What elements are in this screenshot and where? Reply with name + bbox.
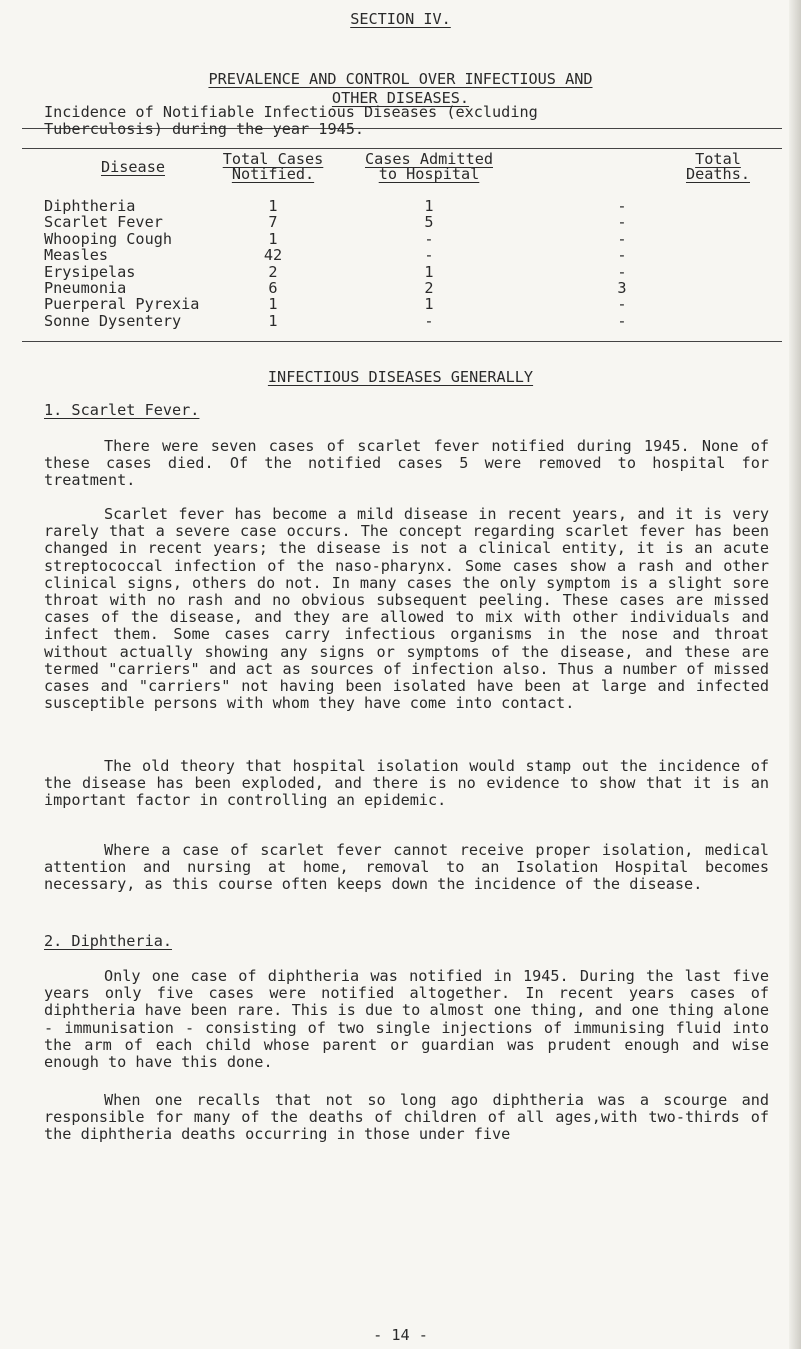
- cell-admitted: 2: [424, 279, 434, 298]
- section-subtitle-line2: OTHER DISEASES.: [331, 89, 470, 107]
- general-heading: INFECTIOUS DISEASES GENERALLY: [267, 368, 534, 386]
- col-header-admitted-line1: Cases Admitted: [364, 150, 493, 168]
- col-header-deaths: [670, 152, 766, 182]
- scarlet-p2-text: Scarlet fever has become a mild disease in recent years, and it is very rarely that a severe case occurs. The concept regarding scarlet fever has been changed in recent years; the disease is not a clinical entity, it is an acute streptococcal infection of the naso-pharynx. Some cases show a rash and other clinical signs, others do not. In many cases the only symptom is a slight sore throat with no rash and no obvious subsequent peeling. These cases are missed cases of the disease, and they are allowed to mix with other individuals and infect them. Some cases carry infectious organisms in the nose and throat without actually showing any signs or symptoms of the disease, and these are termed "carriers" and act as sources of infection also. Thus a number of missed cases and "carriers" not having been isolated have been at large and infected susceptible persons with whom they have come into contact.: [44, 505, 769, 713]
- scarlet-paragraph-4: [44, 842, 769, 894]
- cell-disease: Sonne Dysentery: [44, 311, 182, 330]
- cell-disease: Pneumonia: [44, 279, 127, 298]
- scarlet-paragraph-3: [44, 758, 769, 810]
- cell-admitted: 1: [424, 197, 434, 215]
- section-title: SECTION IV.: [350, 10, 451, 28]
- cell-admitted: -: [424, 246, 434, 265]
- cell-notified: 42: [263, 246, 283, 265]
- table-row: [44, 280, 670, 296]
- diphtheria-paragraph-1: [44, 968, 769, 1071]
- col-header-deaths-line2: Deaths.: [685, 165, 750, 183]
- cell-deaths: -: [617, 262, 627, 281]
- cell-admitted: 1: [424, 295, 434, 314]
- col-header-notified-line1: Total Cases: [222, 150, 324, 168]
- cell-deaths: -: [617, 229, 627, 248]
- scarlet-heading: 1. Scarlet Fever.: [44, 401, 200, 419]
- divider-rule-table-bottom: [22, 341, 782, 342]
- incidence-intro-line2: Tuberculosis) during the year 1945.: [44, 120, 365, 138]
- cell-deaths: 3: [617, 279, 627, 298]
- cell-deaths: -: [617, 295, 627, 314]
- section-subtitle-line1: PREVALENCE AND CONTROL OVER INFECTIOUS AND: [208, 70, 593, 88]
- col-header-notified: [222, 152, 324, 182]
- cell-notified: 6: [268, 279, 278, 298]
- cell-notified: 2: [268, 262, 278, 281]
- cell-disease: Diphtheria: [44, 197, 136, 215]
- cell-admitted: 1: [424, 262, 434, 281]
- cell-deaths: -: [617, 246, 627, 265]
- table-row: [44, 296, 670, 312]
- cell-disease: Scarlet Fever: [44, 213, 163, 232]
- cell-disease: Erysipelas: [44, 262, 136, 281]
- cell-admitted: 5: [424, 213, 434, 232]
- diphtheria-p2-text: When one recalls that not so long ago diphtheria was a scourge and responsible for many of the deaths of children of all ages,with two-thirds of the diphtheria deaths occurring in those under five: [44, 1091, 769, 1144]
- scarlet-p4-text: Where a case of scarlet fever cannot receive proper isolation, medical attention and nursing at home, removal to an Isolation Hospital becomes necessary, as this course often keeps down the incidence of the disease.: [44, 841, 769, 894]
- scarlet-paragraph-2: [44, 506, 769, 712]
- table-row: [44, 247, 670, 263]
- scarlet-p3-text: The old theory that hospital isolation would stamp out the incidence of the disease has been exploded, and there is no evidence to show that it is an important factor in controlling an epidemic.: [44, 757, 769, 810]
- col-header-disease: Disease: [100, 158, 165, 176]
- table-row: [44, 264, 670, 280]
- cell-admitted: -: [424, 229, 434, 248]
- cell-notified: 1: [268, 311, 278, 330]
- page-edge-shadow: [789, 0, 801, 1349]
- cell-deaths: -: [617, 213, 627, 232]
- cell-deaths: -: [617, 311, 627, 330]
- col-header-admitted-line2: to Hospital: [378, 165, 480, 183]
- scarlet-p1-text: There were seven cases of scarlet fever notified during 1945. None of these cases died. Of the notified cases 5 were removed to hospital for treatment.: [44, 437, 769, 490]
- diphtheria-heading: 2. Diphtheria.: [44, 932, 173, 950]
- cell-deaths: -: [617, 197, 627, 215]
- diphtheria-paragraph-2: [44, 1092, 769, 1144]
- col-header-admitted: [324, 152, 534, 182]
- cell-notified: 1: [268, 197, 278, 215]
- cell-notified: 1: [268, 229, 278, 248]
- cell-notified: 7: [268, 213, 278, 232]
- incidence-intro-line1: Incidence of Notifiable Infectious Diseases (excluding: [44, 103, 538, 121]
- scarlet-paragraph-1: [44, 438, 769, 490]
- table-row: [44, 214, 670, 230]
- cell-disease: Puerperal Pyrexia: [44, 295, 200, 314]
- diphtheria-p1-text: Only one case of diphtheria was notified in 1945. During the last five years only five cases were notified altogether. In recent years cases of diphtheria have been rare. This is due to almost one thing, and one thing alone - immunisation - consisting of two single injections of immunising fluid into the arm of each child whose parent or guardian was prudent enough and wise enough to have this done.: [44, 967, 769, 1072]
- cell-admitted: -: [424, 311, 434, 330]
- cell-disease: Whooping Cough: [44, 229, 173, 248]
- table-row: [44, 313, 670, 329]
- page-number: - 14 -: [373, 1326, 428, 1344]
- incidence-table: [44, 198, 670, 329]
- col-header-deaths-line1: Total: [695, 150, 741, 168]
- col-header-notified-line2: Notified.: [231, 165, 315, 183]
- table-row: [44, 198, 670, 214]
- cell-disease: Measles: [44, 246, 109, 265]
- divider-rule-table-top: [22, 148, 782, 149]
- cell-notified: 1: [268, 295, 278, 314]
- table-row: [44, 231, 670, 247]
